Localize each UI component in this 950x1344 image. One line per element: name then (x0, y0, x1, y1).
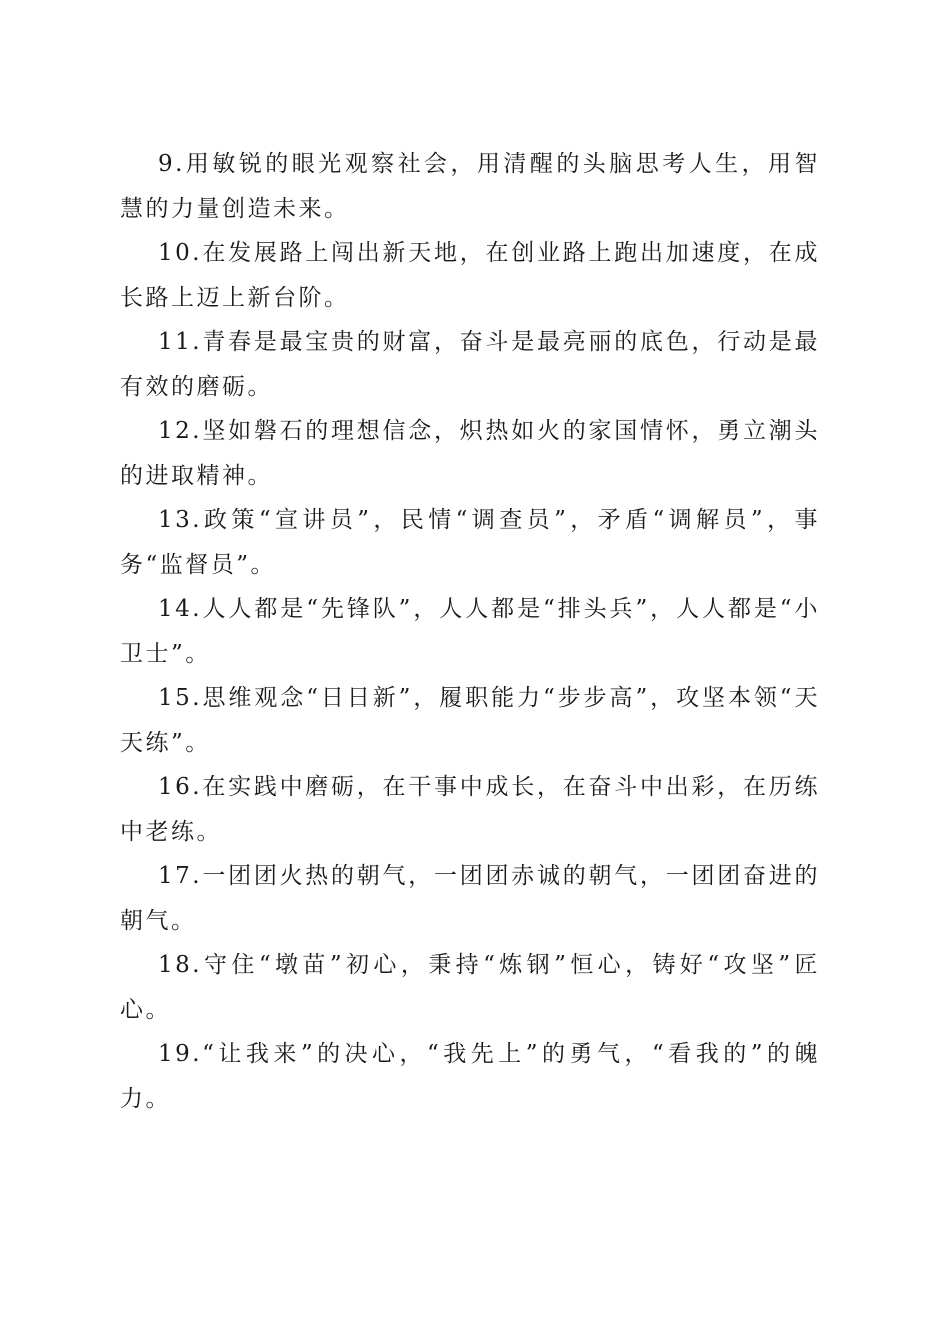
list-item: 14.人人都是“先锋队”，人人都是“排头兵”，人人都是“小卫士”。 (120, 596, 820, 667)
list-item: 12.坚如磐石的理想信念，炽热如火的家国情怀，勇立潮头的进取精神。 (120, 418, 820, 489)
list-item: 10.在发展路上闯出新天地，在创业路上跑出加速度，在成长路上迈上新台阶。 (120, 240, 820, 311)
document-body (120, 142, 820, 1121)
list-item: 9.用敏锐的眼光观察社会，用清醒的头脑思考人生，用智慧的力量创造未来。 (120, 151, 820, 222)
list-item: 15.思维观念“日日新”，履职能力“步步高”，攻坚本领“天天练”。 (120, 685, 820, 756)
list-item: 17.一团团火热的朝气，一团团赤诚的朝气，一团团奋进的朝气。 (120, 863, 820, 934)
list-item: 13.政策“宣讲员”，民情“调查员”，矛盾“调解员”，事务“监督员”。 (120, 507, 820, 578)
list-item: 18.守住“墩苗”初心，秉持“炼钢”恒心，铸好“攻坚”匠心。 (120, 952, 820, 1023)
list-item: 19.“让我来”的决心，“我先上”的勇气，“看我的”的魄力。 (120, 1041, 820, 1112)
list-item: 16.在实践中磨砺，在干事中成长，在奋斗中出彩，在历练中老练。 (120, 774, 820, 845)
list-item: 11.青春是最宝贵的财富，奋斗是最亮丽的底色，行动是最有效的磨砺。 (120, 329, 820, 400)
